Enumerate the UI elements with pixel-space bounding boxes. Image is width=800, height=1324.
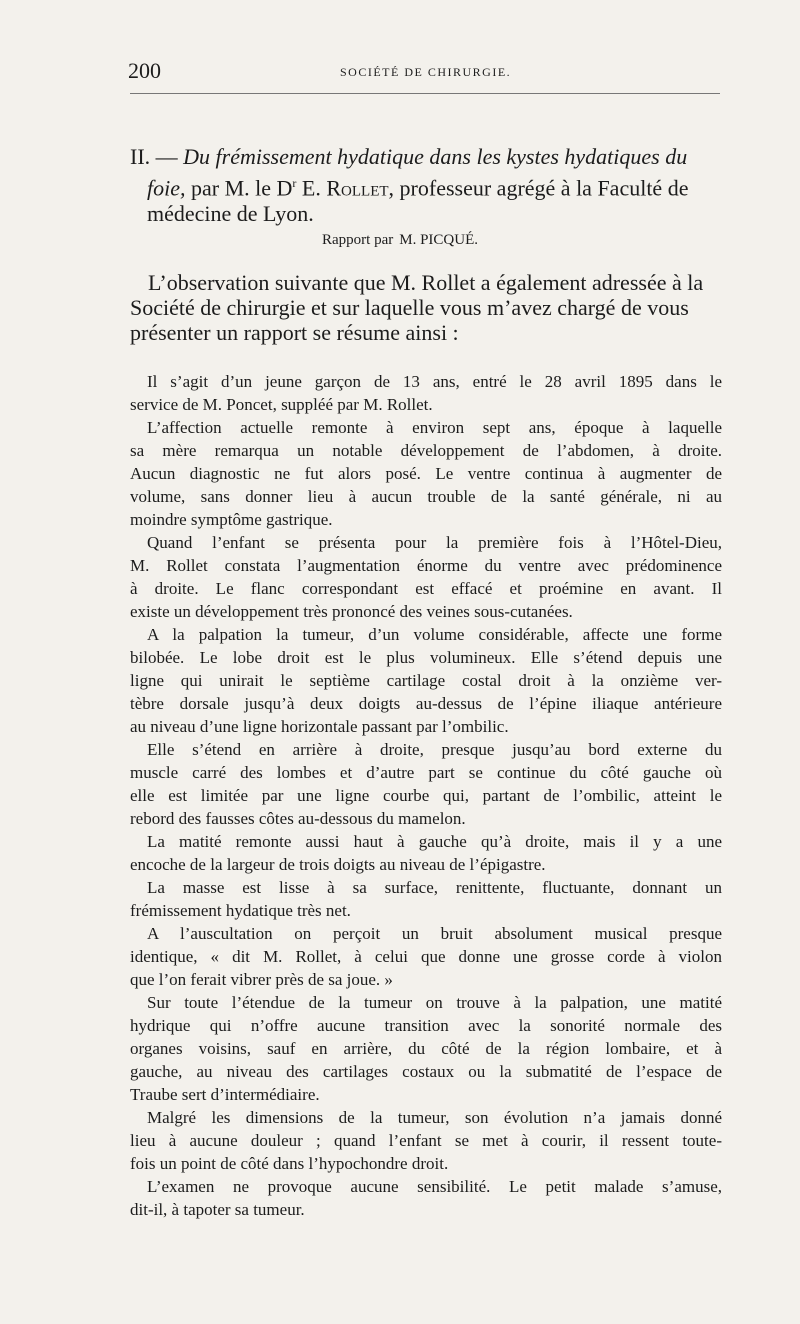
running-head: SOCIÉTÉ DE CHIRURGIE. <box>340 65 512 79</box>
page-header <box>128 58 720 88</box>
paragraph-line: frémissement hydatique très net. <box>130 901 351 920</box>
paragraph-line: Elle s’étend en arrière à droite, presque jusqu’au bord externe du <box>147 740 722 759</box>
paragraph-line: gauche, au niveau des cartilages costaux ou la submatité de l’espace de <box>130 1062 722 1081</box>
intro-line: L’observation suivante que M. Rollet a également adressée à la <box>148 270 704 295</box>
intro-line: Société de chirurgie et sur laquelle vous m’avez chargé de vous <box>130 295 689 320</box>
paragraph-line: M. Rollet constata l’augmentation énorme du ventre avec prédominence <box>130 556 722 575</box>
paragraph-line: volume, sans donner lieu à aucun trouble de la santé générale, ni au <box>130 487 722 506</box>
title-text-2a: par M. le D <box>191 175 293 201</box>
header-rule <box>130 93 720 94</box>
article-title <box>130 144 724 227</box>
title-text-2b: E. <box>301 175 321 201</box>
title-text-2c: professeur agrégé à la Faculté de <box>399 175 689 201</box>
paragraph-line: Aucun diagnostic ne fut alors posé. Le ventre continua à augmenter de <box>130 464 722 483</box>
paragraph-line: que l’on ferait vibrer près de sa joue. » <box>130 970 393 989</box>
paragraph-line: encoche de la largeur de trois doigts au niveau de l’épigastre. <box>130 855 546 874</box>
title-line-2 <box>130 170 724 201</box>
paragraph-line: fois un point de côté dans l’hypochondre droit. <box>130 1154 449 1173</box>
paragraph-line: Il s’agit d’un jeune garçon de 13 ans, entré le 28 avril 1895 dans le <box>147 372 722 391</box>
paragraph-line: rebord des fausses côtes au-dessous du mamelon. <box>130 809 466 828</box>
paragraph-line: Malgré les dimensions de la tumeur, son évolution n’a jamais donné <box>147 1108 722 1127</box>
paragraph-line: lieu à aucune douleur ; quand l’enfant se met à courir, il ressent toute- <box>130 1131 722 1150</box>
paragraph-line: La matité remonte aussi haut à gauche qu’à droite, mais il y a une <box>147 832 722 851</box>
paragraph-line: A la palpation la tumeur, d’un volume considérable, affecte une forme <box>147 625 722 644</box>
paragraph-line: Quand l’enfant se présenta pour la première fois à l’Hôtel-Dieu, <box>147 533 722 552</box>
intro-paragraph <box>130 270 724 345</box>
paragraph-line: hydrique qui n’offre aucune transition avec la sonorité normale des <box>130 1016 722 1035</box>
title-line-1 <box>130 144 724 170</box>
intro-line: présenter un rapport se résume ainsi : <box>130 320 459 345</box>
author-name: Rollet, <box>326 175 395 201</box>
paragraph-line: L’examen ne provoque aucune sensibilité. Le petit malade s’amuse, <box>147 1177 722 1196</box>
title-numeral: II. — <box>130 144 178 169</box>
paragraph-line: L’affection actuelle remonte à environ sept ans, époque à laquelle <box>147 418 722 437</box>
observation-text <box>130 370 722 1221</box>
paragraph-line: identique, « dit M. Rollet, à celui que donne une grosse corde à violon <box>130 947 722 966</box>
title-italic-1: Du frémissement hydatique dans les kystes hydatiques du <box>183 144 688 169</box>
rapport-label: Rapport par <box>322 232 394 248</box>
paragraph-line: existe un développement très prononcé des veines sous-cutanées. <box>130 602 573 621</box>
title-sup: r <box>292 176 297 190</box>
paragraph-line: Sur toute l’étendue de la tumeur on trouve à la palpation, une matité <box>147 993 722 1012</box>
paragraph-line: organes voisins, sauf en arrière, du côté de la région lombaire, et à <box>130 1039 722 1058</box>
paragraph-line: A l’auscultation on perçoit un bruit absolument musical presque <box>147 924 722 943</box>
title-italic-2: foie, <box>147 175 186 201</box>
paragraph-line: tèbre dorsale jusqu’à deux doigts au-dessus de l’épine iliaque antérieure <box>130 694 722 713</box>
page-number: 200 <box>128 58 161 83</box>
paragraph-line: au niveau d’une ligne horizontale passant par l’ombilic. <box>130 717 509 736</box>
paragraph-line: sa mère remarqua un notable développement de l’abdomen, à droite. <box>130 441 722 460</box>
paragraph-line: ligne qui unirait le septième cartilage costal droit à la onzième ver- <box>130 671 722 690</box>
paragraph-line: à droite. Le flanc correspondant est effacé et proémine en avant. Il <box>130 579 722 598</box>
paragraph-line: Traube sert d’intermédiaire. <box>130 1085 320 1104</box>
paragraph-line: bilobée. Le lobe droit est le plus volumineux. Elle s’étend depuis une <box>130 648 722 667</box>
paragraph-line: service de M. Poncet, suppléé par M. Rollet. <box>130 395 433 414</box>
paragraph-line: La masse est lisse à sa surface, renittente, fluctuante, donnant un <box>147 878 722 897</box>
paragraph-line: muscle carré des lombes et d’autre part se continue du côté gauche où <box>130 763 722 782</box>
paragraph-line: moindre symptôme gastrique. <box>130 510 333 529</box>
paragraph-line: elle est limitée par une ligne courbe qui, partant de l’ombilic, atteint le <box>130 786 722 805</box>
paragraph-line: dit-il, à tapoter sa tumeur. <box>130 1200 305 1219</box>
title-line-3: médecine de Lyon. <box>147 201 314 227</box>
rapport-reporter: M. PICQUÉ. <box>399 232 478 248</box>
rapport-line <box>0 232 800 249</box>
